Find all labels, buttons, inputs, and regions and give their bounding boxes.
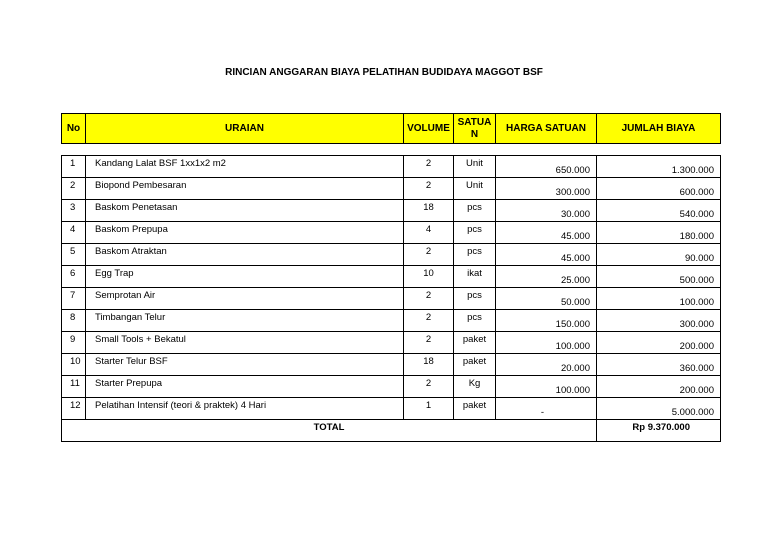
row-volume: 2 xyxy=(404,244,454,266)
header-no: No xyxy=(62,114,86,144)
row-no: 7 xyxy=(62,288,86,310)
row-satuan: paket xyxy=(454,332,496,354)
row-uraian: Baskom Penetasan xyxy=(86,200,404,222)
row-jumlah-biaya: 540.000 xyxy=(597,200,721,222)
row-satuan: pcs xyxy=(454,310,496,332)
row-harga-satuan: 30.000 xyxy=(496,200,597,222)
table-row xyxy=(62,310,721,332)
table-body xyxy=(62,156,721,420)
header-jumlah-biaya: JUMLAH BIAYA xyxy=(597,114,721,144)
row-harga-satuan: 100.000 xyxy=(496,376,597,398)
row-satuan: pcs xyxy=(454,244,496,266)
total-label: TOTAL xyxy=(62,420,597,442)
table-row xyxy=(62,354,721,376)
table-row xyxy=(62,266,721,288)
header-uraian: URAIAN xyxy=(86,114,404,144)
row-harga-satuan: 100.000 xyxy=(496,332,597,354)
row-uraian: Starter Prepupa xyxy=(86,376,404,398)
table-row xyxy=(62,332,721,354)
row-harga-satuan: 25.000 xyxy=(496,266,597,288)
row-satuan: paket xyxy=(454,398,496,420)
row-no: 8 xyxy=(62,310,86,332)
row-jumlah-biaya: 1.300.000 xyxy=(597,156,721,178)
table-header xyxy=(61,113,721,144)
row-uraian: Biopond Pembesaran xyxy=(86,178,404,200)
row-harga-satuan: 45.000 xyxy=(496,244,597,266)
row-no: 4 xyxy=(62,222,86,244)
row-no: 11 xyxy=(62,376,86,398)
document-title: RINCIAN ANGGARAN BIAYA PELATIHAN BUDIDAYA MAGGOT BSF xyxy=(225,67,543,78)
total-value: Rp 9.370.000 xyxy=(597,420,721,442)
row-satuan: paket xyxy=(454,354,496,376)
row-harga-satuan: 50.000 xyxy=(496,288,597,310)
row-volume: 2 xyxy=(404,310,454,332)
row-volume: 18 xyxy=(404,354,454,376)
table-row xyxy=(62,178,721,200)
row-no: 2 xyxy=(62,178,86,200)
row-volume: 10 xyxy=(404,266,454,288)
row-uraian: Starter Telur BSF xyxy=(86,354,404,376)
table-row xyxy=(62,288,721,310)
budget-table xyxy=(61,155,721,442)
row-satuan: Unit xyxy=(454,178,496,200)
row-satuan: ikat xyxy=(454,266,496,288)
row-jumlah-biaya: 100.000 xyxy=(597,288,721,310)
row-uraian: Egg Trap xyxy=(86,266,404,288)
row-harga-satuan: 45.000 xyxy=(496,222,597,244)
row-harga-satuan: 20.000 xyxy=(496,354,597,376)
row-volume: 4 xyxy=(404,222,454,244)
row-no: 3 xyxy=(62,200,86,222)
row-volume: 1 xyxy=(404,398,454,420)
row-satuan: pcs xyxy=(454,222,496,244)
row-uraian: Baskom Prepupa xyxy=(86,222,404,244)
row-uraian: Kandang Lalat BSF 1xx1x2 m2 xyxy=(86,156,404,178)
row-satuan: Kg xyxy=(454,376,496,398)
row-no: 1 xyxy=(62,156,86,178)
row-satuan: pcs xyxy=(454,288,496,310)
row-volume: 2 xyxy=(404,376,454,398)
row-satuan: pcs xyxy=(454,200,496,222)
row-volume: 2 xyxy=(404,288,454,310)
header-volume: VOLUME xyxy=(404,114,454,144)
total-row xyxy=(62,420,721,442)
row-jumlah-biaya: 5.000.000 xyxy=(597,398,721,420)
row-jumlah-biaya: 200.000 xyxy=(597,332,721,354)
row-volume: 2 xyxy=(404,332,454,354)
row-jumlah-biaya: 500.000 xyxy=(597,266,721,288)
row-uraian: Baskom Atraktan xyxy=(86,244,404,266)
row-no: 12 xyxy=(62,398,86,420)
row-jumlah-biaya: 600.000 xyxy=(597,178,721,200)
row-harga-satuan: 650.000 xyxy=(496,156,597,178)
table-row xyxy=(62,398,721,420)
row-harga-satuan: - xyxy=(496,398,597,420)
row-satuan: Unit xyxy=(454,156,496,178)
row-volume: 2 xyxy=(404,178,454,200)
row-harga-satuan: 150.000 xyxy=(496,310,597,332)
row-jumlah-biaya: 90.000 xyxy=(597,244,721,266)
row-uraian: Semprotan Air xyxy=(86,288,404,310)
row-no: 6 xyxy=(62,266,86,288)
row-uraian: Small Tools + Bekatul xyxy=(86,332,404,354)
table-row xyxy=(62,376,721,398)
header-harga-satuan: HARGA SATUAN xyxy=(496,114,597,144)
row-jumlah-biaya: 300.000 xyxy=(597,310,721,332)
row-jumlah-biaya: 180.000 xyxy=(597,222,721,244)
row-harga-satuan: 300.000 xyxy=(496,178,597,200)
row-no: 10 xyxy=(62,354,86,376)
header-satuan: SATUA N xyxy=(454,114,496,144)
row-uraian: Timbangan Telur xyxy=(86,310,404,332)
table-row xyxy=(62,200,721,222)
table-row xyxy=(62,222,721,244)
row-uraian: Pelatihan Intensif (teori & praktek) 4 Hari xyxy=(86,398,404,420)
row-volume: 18 xyxy=(404,200,454,222)
table-row xyxy=(62,156,721,178)
row-no: 9 xyxy=(62,332,86,354)
table-row xyxy=(62,244,721,266)
row-jumlah-biaya: 200.000 xyxy=(597,376,721,398)
row-no: 5 xyxy=(62,244,86,266)
row-volume: 2 xyxy=(404,156,454,178)
row-jumlah-biaya: 360.000 xyxy=(597,354,721,376)
